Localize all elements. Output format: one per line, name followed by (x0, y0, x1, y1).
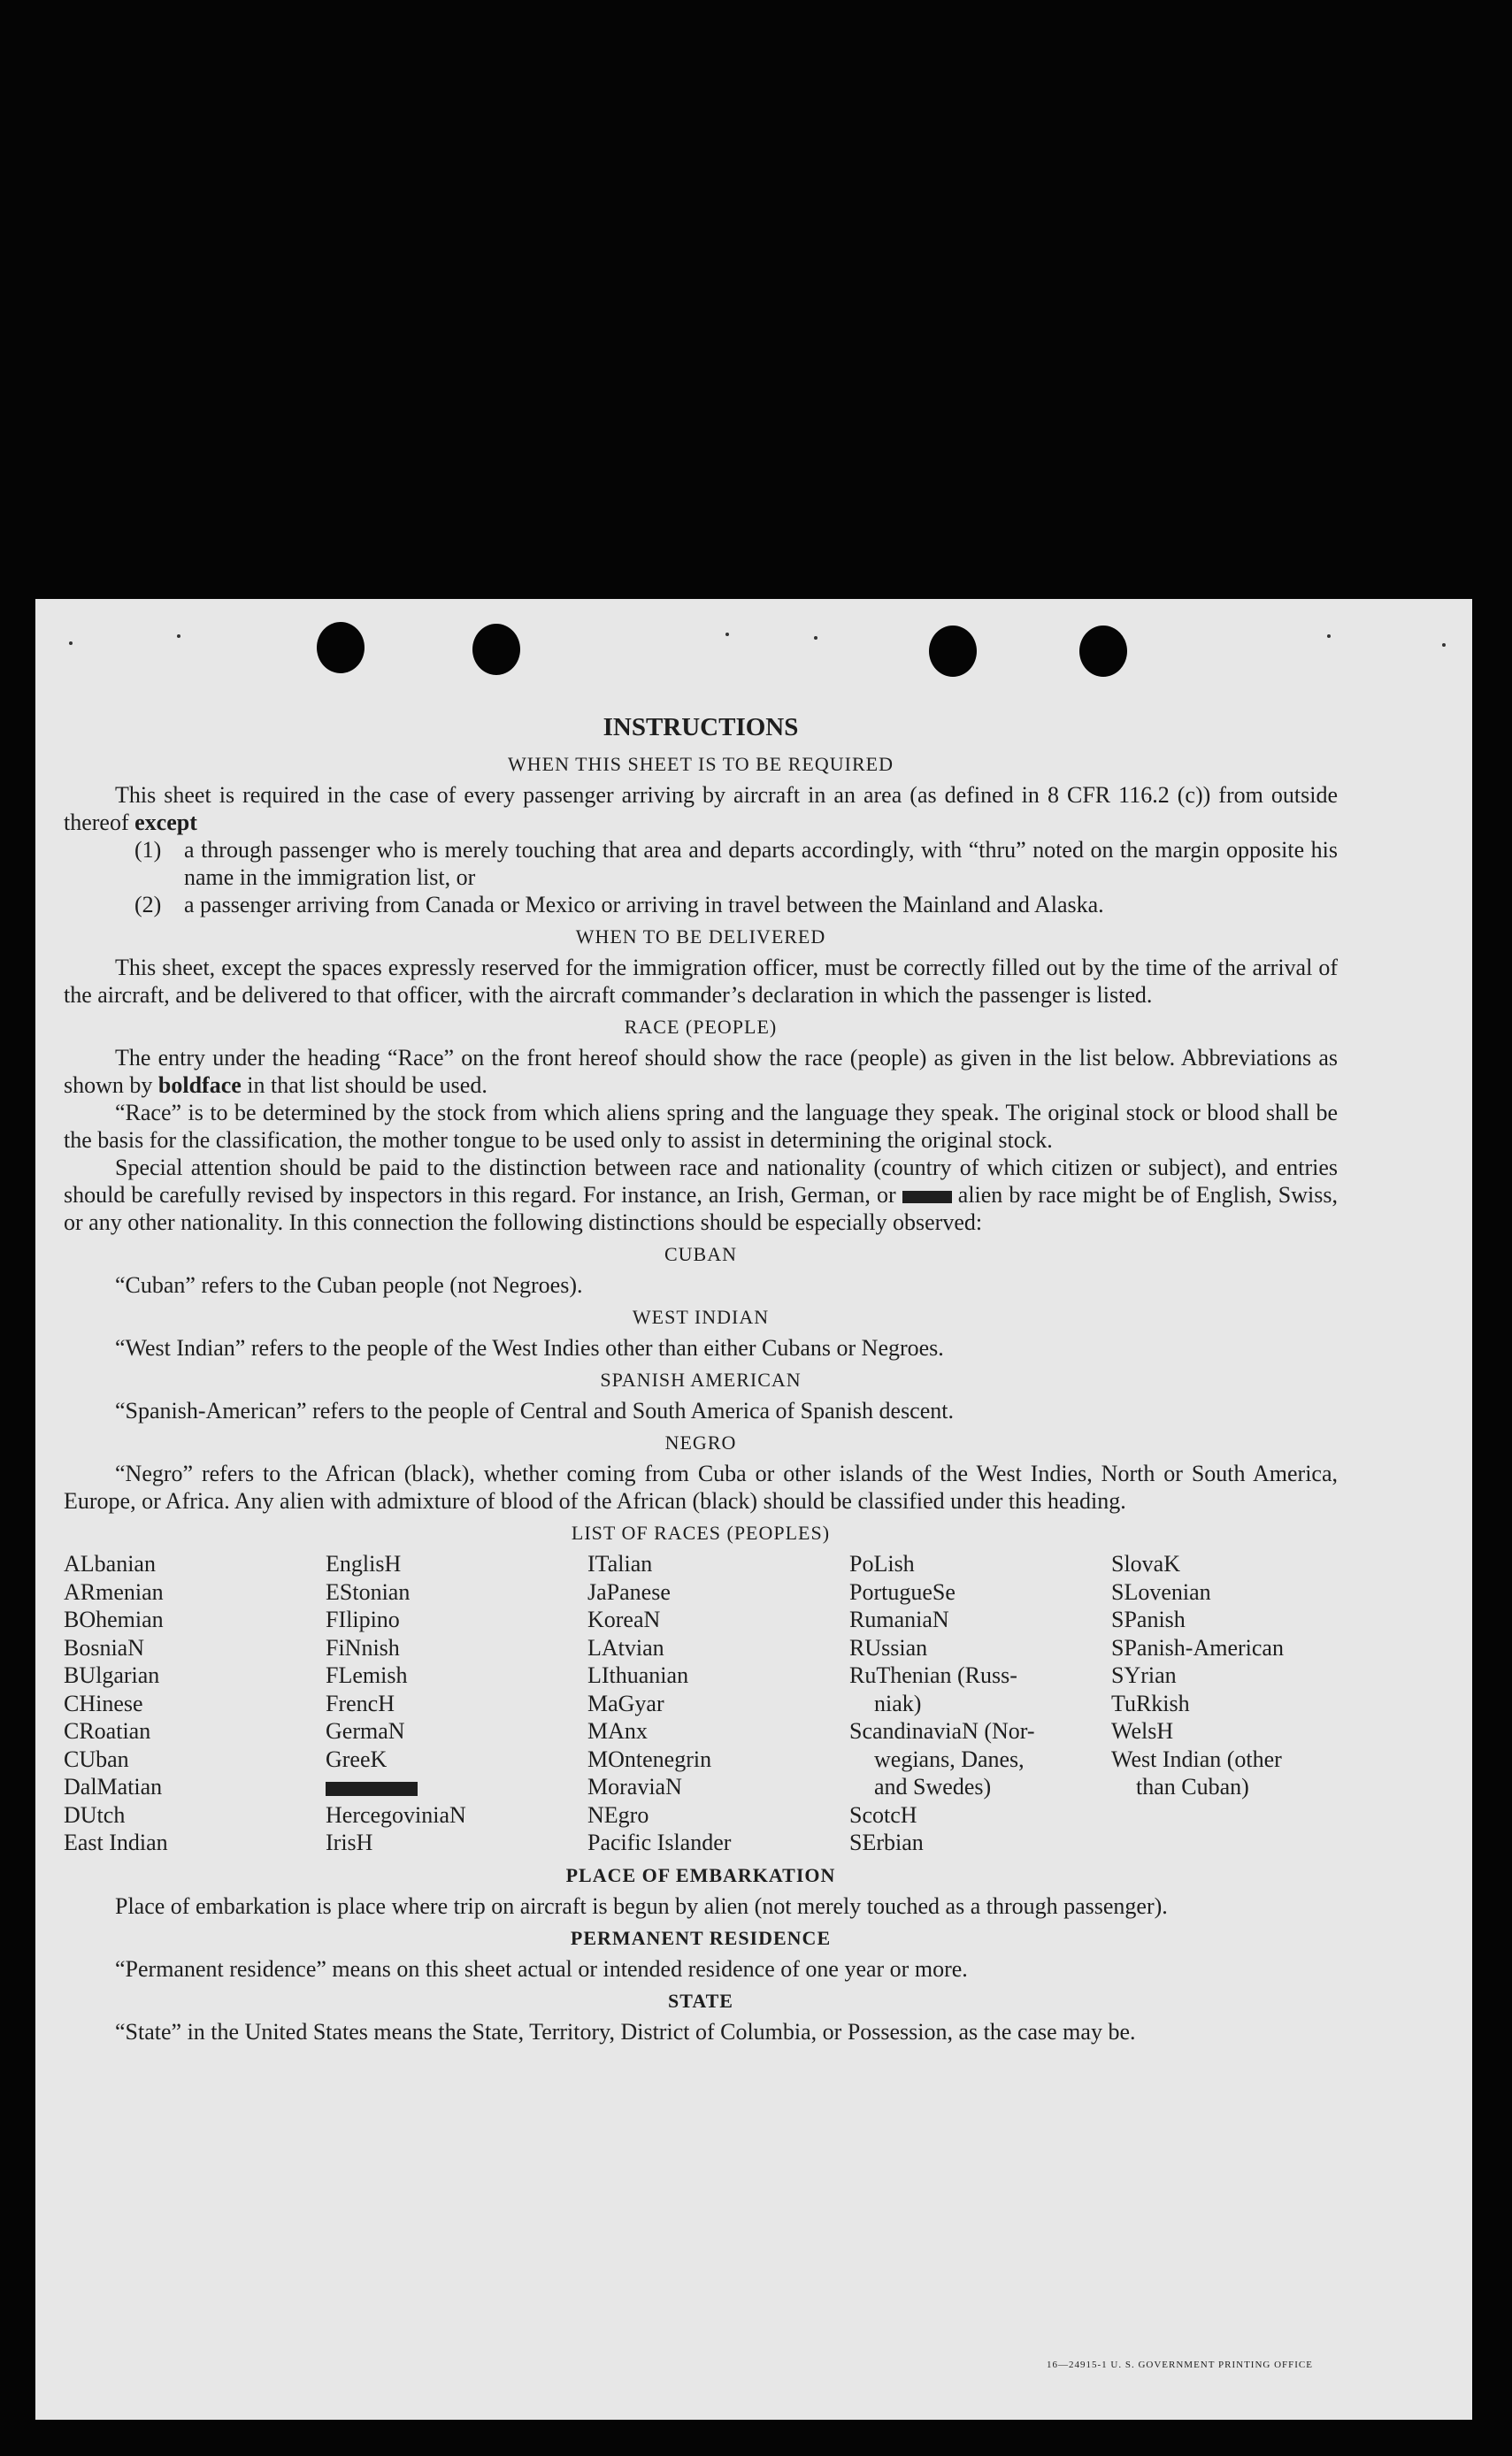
paragraph-west-indian: “West Indian” refers to the people of the West Indies other than either Cubans or Negroes. (115, 1335, 944, 1361)
race-entry: RumaniaN (849, 1607, 949, 1632)
paragraph-negro: “Negro” refers to the African (black), whether coming from Cuba or other islands of the West Indies, North or South America, Europe, or Africa. Any alien with admixture of blood of the African (black) should be classified under this heading. (64, 1461, 1338, 1514)
speck (1327, 634, 1331, 638)
punch-hole (317, 622, 365, 673)
paragraph-race-definition: “Race” is to be determined by the stock from which aliens spring and the language they speak. The original stock or blood shall be the basis for the classification, the mother tongue to be used only to assist in determining the original stock. (64, 1100, 1338, 1153)
race-entry-continued: and Swedes) (874, 1774, 992, 1800)
race-entry: ALbanian (64, 1551, 156, 1577)
race-nationality-b: alien by race might be of English, Swiss, or any other nationality. In this connection the following distinctions should be especially observed: (64, 1182, 1338, 1235)
race-entry: West Indian (other (1111, 1746, 1282, 1772)
paragraph-requirement (64, 781, 1338, 836)
race-entry: SPanish-American (1111, 1634, 1284, 1661)
race-nationality-a: Special attention should be paid to the distinction between race and nationality (country of which citizen or subject), and entries should be carefully revised by inspectors in this regard. For instance, an Irish, German, or (64, 1155, 1338, 1208)
paragraph-race-nationality (64, 1154, 1338, 1236)
races-column (587, 1550, 849, 1857)
race-entry: SlovaK (1111, 1551, 1180, 1577)
race-entry: PortugueSe (849, 1578, 956, 1605)
race-entry: SErbian (849, 1830, 924, 1855)
race-entry: Pacific Islander (587, 1830, 732, 1855)
page-title: INSTRUCTIONS (602, 713, 799, 741)
printing-office-footer: 16—24915-1 U. S. GOVERNMENT PRINTING OFFICE (1046, 2360, 1313, 2370)
redaction-mark (326, 1782, 418, 1796)
speck (177, 634, 180, 638)
race-entry-a: The entry under the heading “Race” on the front hereof should show the race (people) as given in the list below. Abbreviations as shown by (64, 1045, 1338, 1098)
race-entry: RUssian (849, 1634, 928, 1661)
item-number: (1) (134, 837, 162, 863)
section-heading-state: STATE (668, 1989, 733, 2012)
speck (69, 641, 73, 645)
punch-hole (1079, 626, 1127, 677)
race-entry: SYrian (1111, 1662, 1177, 1688)
race-entry: BOhemian (64, 1607, 164, 1632)
paragraph-state: “State” in the United States means the State, Territory, District of Columbia, or Possession, as the case may be. (115, 2018, 1136, 2045)
race-entry: ARmenian (64, 1578, 164, 1605)
race-entry: MOntenegrin (587, 1746, 712, 1772)
section-heading-when-required: WHEN THIS SHEET IS TO BE REQUIRED (508, 753, 894, 775)
race-entry: MoraviaN (587, 1774, 682, 1800)
section-heading-spanish-american: SPANISH AMERICAN (600, 1369, 802, 1391)
speck (814, 636, 817, 640)
race-entry: ITalian (587, 1551, 653, 1577)
redaction-mark (902, 1191, 952, 1203)
race-entry: FIlipino (326, 1607, 400, 1632)
paragraph-delivery: This sheet, except the spaces expressly reserved for the immigration officer, must be correctly filled out by the time of the arrival of the aircraft, and be delivered to that officer, with the aircraft commander’s declaration in which the passenger is listed. (64, 955, 1338, 1008)
race-entry: PoLish (849, 1551, 915, 1577)
race-entry: FrencH (326, 1690, 395, 1716)
punch-hole (929, 626, 977, 677)
race-entry: CHinese (64, 1690, 143, 1716)
race-entry: ScotcH (849, 1801, 917, 1828)
race-entry-bold: boldface (157, 1072, 242, 1098)
race-entry-redacted (326, 1773, 587, 1801)
race-entry: LIthuanian (587, 1662, 689, 1688)
race-entry: KoreaN (587, 1607, 661, 1632)
list-item (134, 891, 1338, 918)
race-entry: FLemish (326, 1662, 408, 1688)
item-text: a passenger arriving from Canada or Mexico or arriving in travel between the Mainland and Alaska. (184, 892, 1104, 917)
section-heading-residence: PERMANENT RESIDENCE (570, 1926, 832, 1949)
race-entry: NEgro (587, 1801, 649, 1828)
race-entry: GermaN (326, 1718, 405, 1744)
races-column (64, 1550, 326, 1857)
section-heading-negro: NEGRO (664, 1431, 737, 1454)
punch-hole (472, 624, 520, 675)
races-column (1111, 1550, 1338, 1857)
instruction-sheet (35, 599, 1472, 2420)
races-list (64, 1550, 1338, 1857)
race-entry: MaGyar (587, 1690, 664, 1716)
race-entry: BosniaN (64, 1634, 144, 1661)
race-entry: CUban (64, 1746, 129, 1772)
race-entry: LAtvian (587, 1634, 664, 1661)
speck (725, 633, 729, 636)
race-entry-b: in that list should be used. (247, 1072, 487, 1098)
race-entry-continued: wegians, Danes, (874, 1746, 1025, 1772)
race-entry: BUlgarian (64, 1662, 160, 1688)
race-entry: SLovenian (1111, 1578, 1211, 1605)
paragraph-embarkation: Place of embarkation is place where trip on aircraft is begun by alien (not merely touched as a through passenger). (115, 1892, 1168, 1919)
race-entry: East Indian (64, 1830, 168, 1855)
item-text: a through passenger who is merely touching that area and departs accordingly, with “thru” noted on the margin opposite his name in the immigration list, or (184, 837, 1338, 890)
race-entry: SPanish (1111, 1607, 1186, 1632)
section-heading-race: RACE (PEOPLE) (624, 1016, 778, 1038)
requirement-except: except (134, 810, 197, 835)
section-heading-west-indian: WEST INDIAN (632, 1306, 770, 1328)
race-entry: TuRkish (1111, 1690, 1190, 1716)
races-column (849, 1550, 1111, 1857)
paragraph-cuban: “Cuban” refers to the Cuban people (not Negroes). (115, 1272, 583, 1298)
race-entry: RuThenian (Russ- (849, 1662, 1017, 1688)
race-entry: ScandinaviaN (Nor- (849, 1718, 1035, 1744)
race-entry: GreeK (326, 1746, 388, 1772)
race-entry: DUtch (64, 1801, 126, 1828)
list-item (134, 836, 1338, 891)
document-body (64, 712, 1338, 2045)
race-entry: EnglisH (326, 1551, 402, 1577)
paragraph-residence: “Permanent residence” means on this sheet actual or intended residence of one year or more. (115, 1955, 968, 1982)
section-heading-list-of-races: LIST OF RACES (PEOPLES) (571, 1522, 831, 1544)
section-heading-when-delivered: WHEN TO BE DELIVERED (575, 925, 826, 948)
race-entry: JaPanese (587, 1578, 671, 1605)
race-entry: CRoatian (64, 1718, 151, 1744)
requirement-intro: This sheet is required in the case of every passenger arriving by aircraft in an area (as defined in 8 CFR 116.2 (c)) from outside thereof (64, 782, 1338, 835)
speck (1442, 643, 1446, 647)
paragraph-race-entry (64, 1044, 1338, 1099)
item-number: (2) (134, 892, 162, 917)
race-entry: HercegoviniaN (326, 1801, 466, 1828)
race-entry-continued: than Cuban) (1136, 1774, 1249, 1800)
section-heading-cuban: CUBAN (664, 1243, 737, 1265)
race-entry: DalMatian (64, 1774, 163, 1800)
race-entry: IrisH (326, 1830, 373, 1855)
paragraph-spanish-american: “Spanish-American” refers to the people of Central and South America of Spanish descent. (115, 1398, 954, 1424)
race-entry: WelsH (1111, 1718, 1174, 1744)
section-heading-embarkation: PLACE OF EMBARKATION (565, 1863, 836, 1886)
race-entry-continued: niak) (874, 1690, 922, 1716)
race-entry: FiNnish (326, 1634, 400, 1661)
race-entry: EStonian (326, 1578, 411, 1605)
races-column (326, 1550, 587, 1857)
race-entry: MAnx (587, 1718, 648, 1744)
